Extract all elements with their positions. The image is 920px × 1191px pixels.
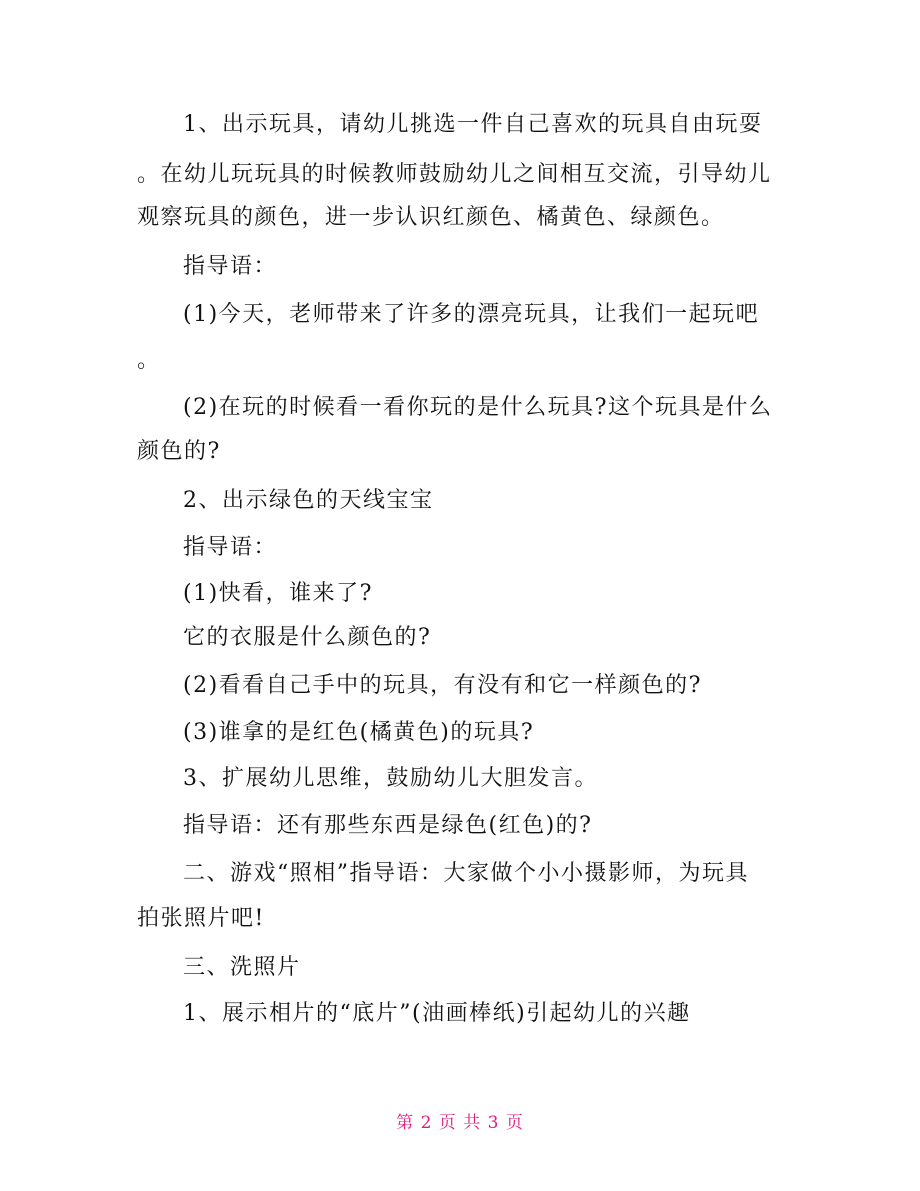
text-line: 指导语：还有那些东西是绿色(红色)的?: [183, 813, 593, 838]
text-line: (2)在玩的时候看一看你玩的是什么玩具?这个玩具是什么: [183, 395, 773, 420]
text-line: (1)快看，谁来了?: [183, 581, 373, 606]
text-line: 。在幼儿玩玩具的时候教师鼓励幼儿之间相互交流，引导幼儿: [137, 162, 772, 187]
text-line: 三、洗照片: [183, 955, 301, 980]
text-line: 二、游戏“照相”指导语：大家做个小小摄影师，为玩具: [183, 861, 749, 886]
text-line: 拍张照片吧!: [137, 906, 265, 931]
text-line: 1、出示玩具，请幼儿挑选一件自己喜欢的玩具自由玩耍: [183, 112, 763, 137]
text-line: 。: [137, 348, 161, 373]
text-line: (1)今天，老师带来了许多的漂亮玩具，让我们一起玩吧: [183, 302, 760, 327]
text-line: (3)谁拿的是红色(橘黄色)的玩具?: [183, 720, 535, 745]
text-line: 颜色的?: [137, 439, 221, 464]
text-line: (2)看看自己手中的玩具，有没有和它一样颜色的?: [183, 673, 702, 698]
page-number-footer: 第 2 页 共 3 页: [396, 1113, 524, 1133]
text-line: 1、展示相片的“底片”(油画棒纸)引起幼儿的兴趣: [183, 1001, 691, 1026]
text-line: 指导语：: [183, 535, 278, 560]
text-line: 它的衣服是什么颜色的?: [183, 625, 432, 650]
text-line: 指导语：: [183, 254, 278, 279]
text-line: 2、出示绿色的天线宝宝: [183, 488, 434, 513]
text-line: 观察玩具的颜色，进一步认识红颜色、橘黄色、绿颜色。: [137, 205, 725, 230]
text-line: 3、扩展幼儿思维，鼓励幼儿大胆发言。: [183, 766, 598, 791]
